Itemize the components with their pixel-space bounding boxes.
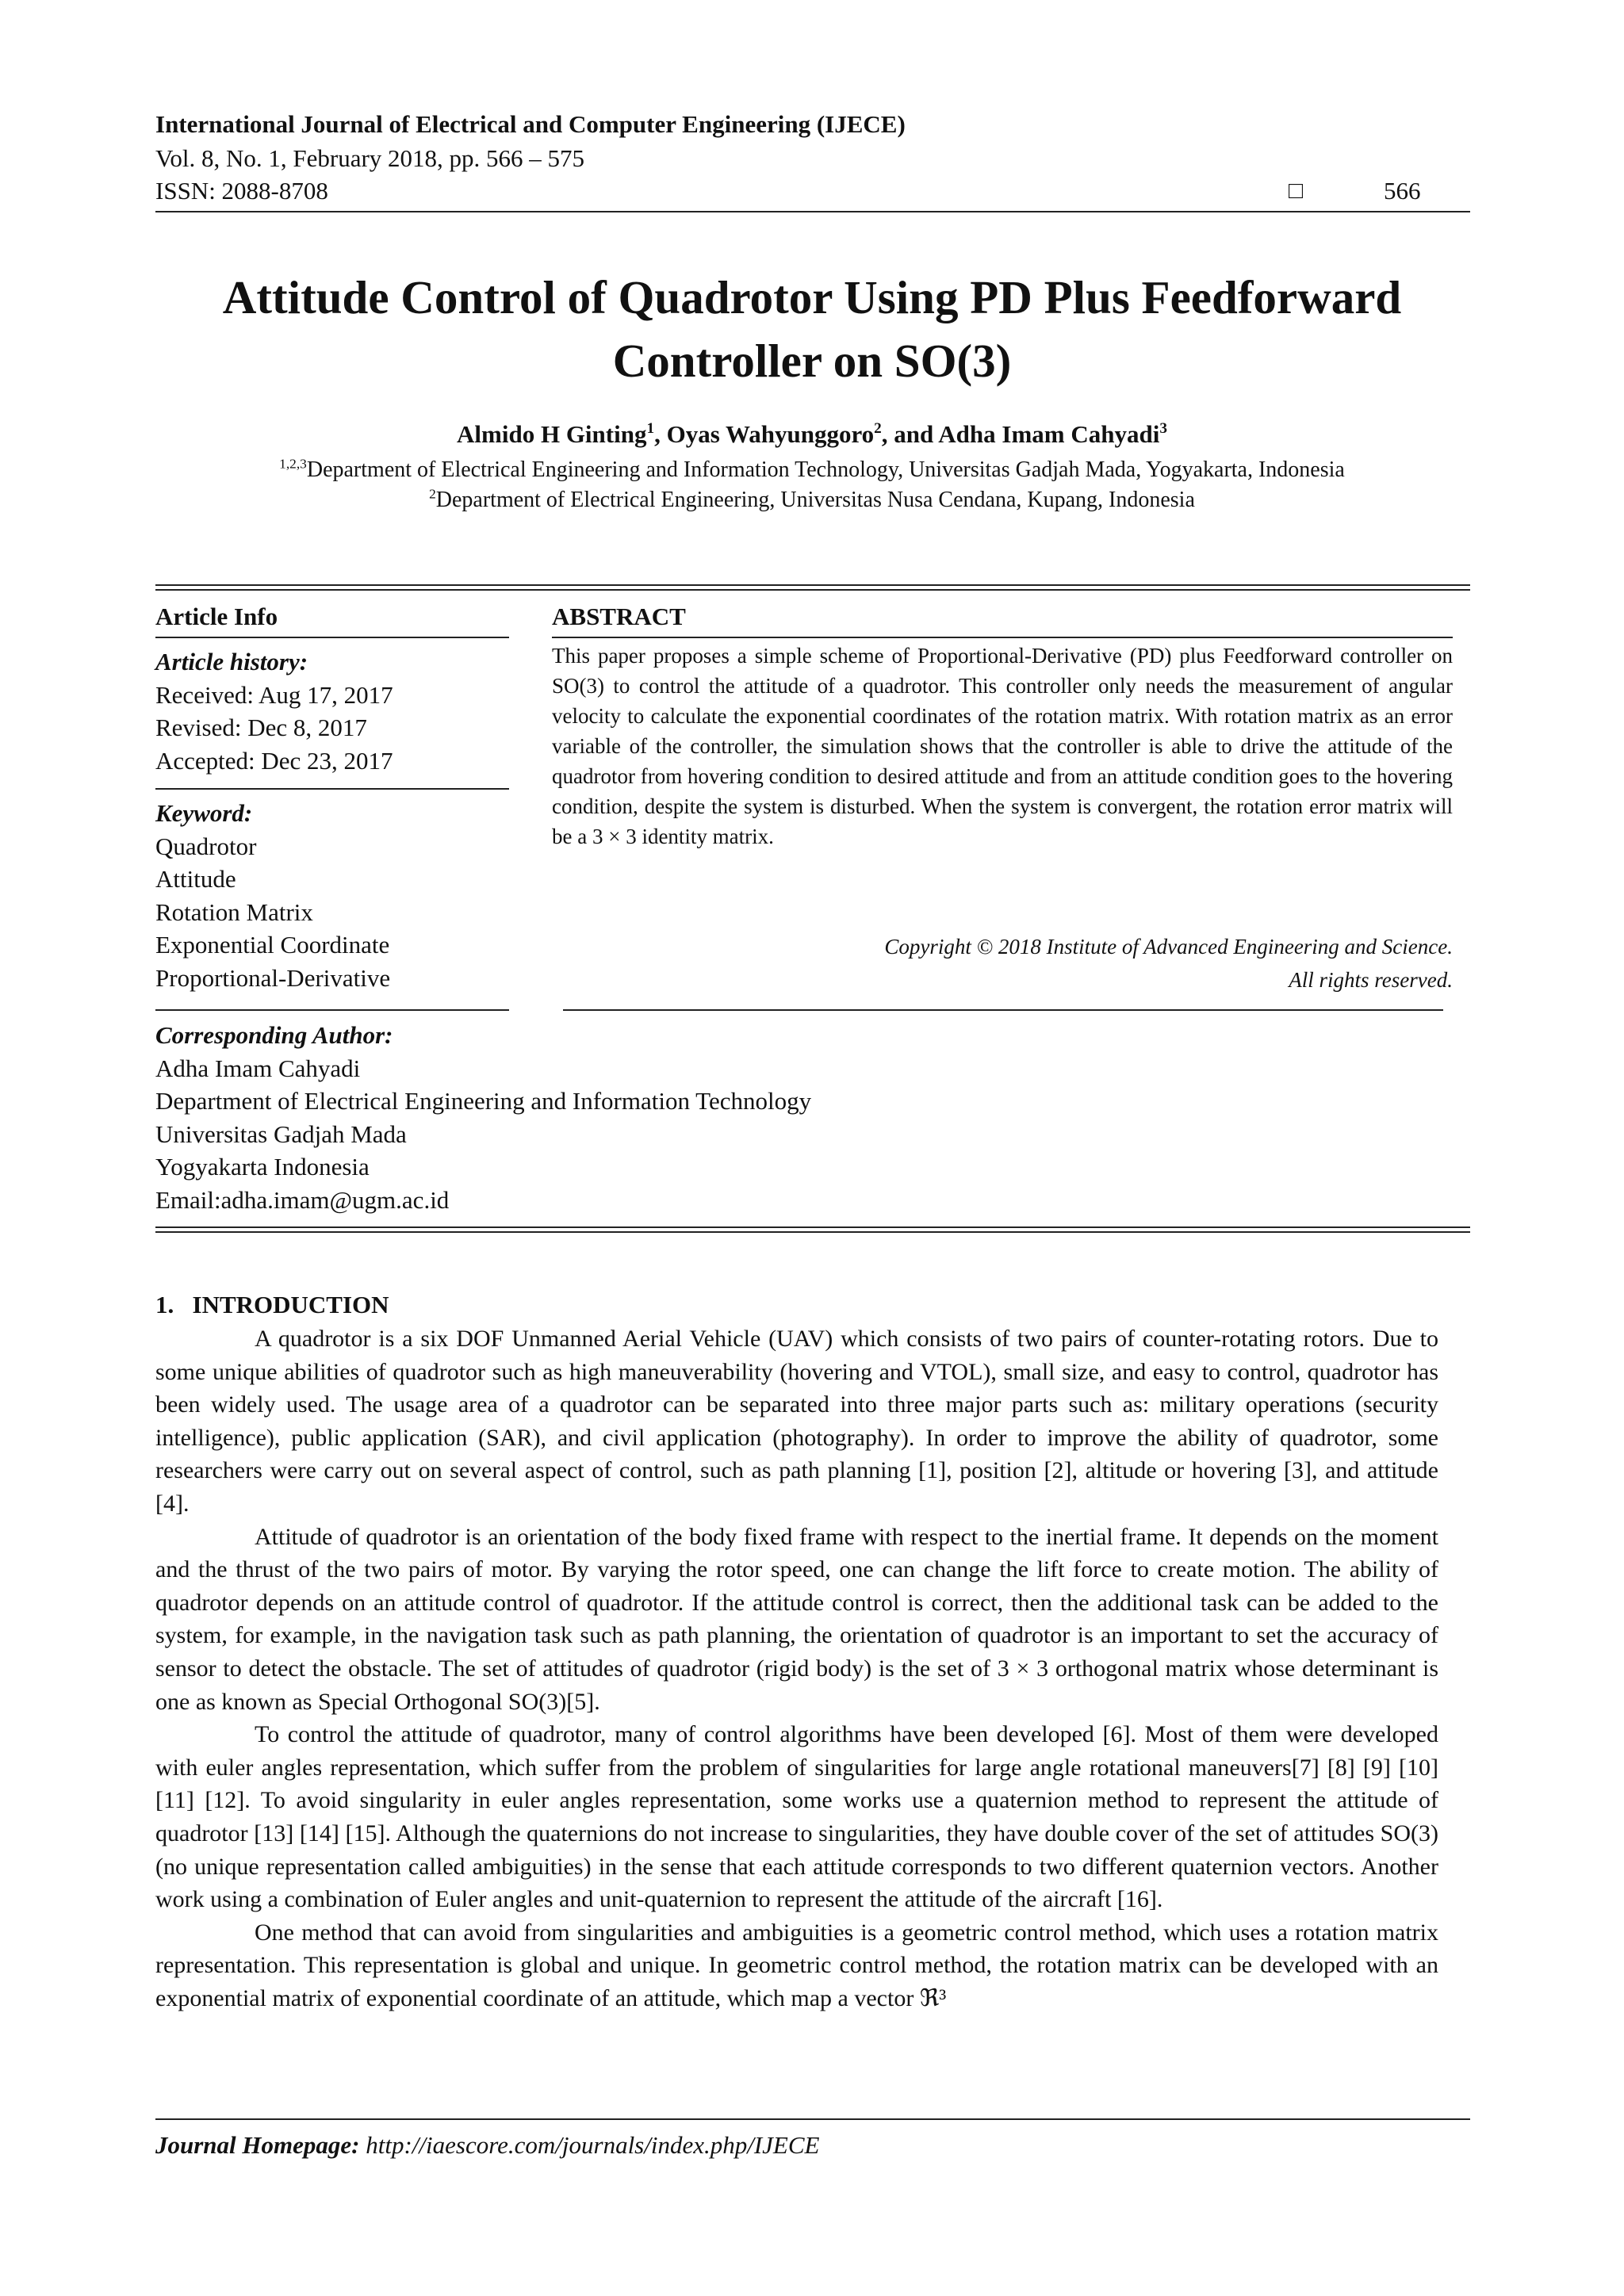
homepage-link[interactable]: http://iaescore.com/journals/index.php/IJECE	[366, 2131, 820, 2159]
history-received: Received: Aug 17, 2017	[155, 680, 393, 709]
keywords	[155, 797, 390, 994]
affiliation-2: $^2$Department of Electrical Engineering, Universitas Nusa Cendana, Kupang, Indonesia	[429, 486, 1195, 512]
author-sup: 2	[874, 420, 882, 438]
abstract-heading: ABSTRACT	[552, 603, 686, 630]
intro-paragraph-1: A quadrotor is a six DOF Unmanned Aerial Vehicle (UAV) which consists of two pairs of counter-rotating rotors. Due to some unique abilities of quadrotor such as high maneuverability (hovering and VTOL), small size, and easy to control, quadrotor has been widely used. The usage area of a quadrotor can be separated into three major parts such as: military operations (security intelligence), public application (SAR), and civil application (photography). In order to improve the ability of quadrotor, some researchers were carry out on several aspect of control, such as path planning [1], position [2], altitude or hovering [3], and attitude [4].	[155, 1326, 1438, 1517]
copyright-line-2: All rights reserved.	[1289, 968, 1453, 992]
corresponding-dept: Department of Electrical Engineering and Information Technology	[155, 1087, 812, 1115]
info-top-rule	[155, 584, 1470, 586]
abstract-rule	[552, 637, 1453, 638]
info-bottom-rule-2	[155, 1231, 1470, 1233]
article-info-heading: Article Info	[155, 603, 278, 630]
keyword-heading: Keyword:	[155, 799, 253, 827]
author-sup: 1	[646, 420, 655, 438]
keyword-item: Rotation Matrix	[155, 897, 313, 926]
paper-title	[119, 266, 1505, 392]
corresponding-univ: Universitas Gadjah Mada	[155, 1119, 407, 1148]
author-sup: 3	[1159, 420, 1167, 438]
info-bottom-rule	[155, 1226, 1470, 1228]
corresponding-location: Yogyakarta Indonesia	[155, 1153, 370, 1181]
keyword-item: Proportional-Derivative	[155, 963, 391, 992]
author-name: Oyas Wahyunggoro	[666, 420, 875, 448]
info-top-rule-2	[155, 589, 1470, 591]
history-heading: Article history:	[155, 648, 308, 675]
author-name: Almido H Ginting	[457, 420, 647, 448]
journal-name: International Journal of Electrical and Computer Engineering (IJECE)	[155, 110, 906, 138]
history-accepted: Accepted: Dec 23, 2017	[155, 746, 393, 775]
corresponding-name: Adha Imam Cahyadi	[155, 1054, 361, 1082]
article-history	[155, 645, 393, 777]
introduction-body	[155, 1322, 1438, 2015]
title-line-2: Controller on SO(3)	[612, 335, 1012, 387]
homepage-label: Journal Homepage:	[155, 2131, 360, 2159]
copyright	[552, 930, 1453, 997]
abstract-text: This paper proposes a simple scheme of Proportional-Derivative (PD) plus Feedforward controller on SO(3) to control the attitude of a quadrotor. This controller only needs the measurement of angular velocity to calculate the exponential coordinates of the rotation matrix. With rotation matrix as an error variable of the controller, the simulation shows that the controller is able to drive the attitude of the quadrotor from hovering condition to desired attitude and from an attitude condition goes to the hovering condition, despite the system is disturbed. When the system is convergent, the rotation error matrix will be a 3 × 3 identity matrix.	[552, 644, 1453, 848]
keyword-item: Quadrotor	[155, 832, 257, 860]
header-rule	[155, 211, 1470, 212]
keyword-item: Exponential Coordinate	[155, 931, 390, 959]
corresponding-email: Email:adha.imam@ugm.ac.id	[155, 1185, 450, 1214]
abstract-bottom-rule	[563, 1009, 1443, 1011]
corresponding-heading: Corresponding Author:	[155, 1021, 393, 1049]
history-revised: Revised: Dec 8, 2017	[155, 714, 367, 741]
issn: ISSN: 2088-8708	[155, 177, 328, 205]
affiliation-1: $^{1,2,3}$Department of Electrical Engineering and Information Technology, Universitas Gadjah Mada, Yogyakarta, Indonesia	[279, 456, 1345, 482]
volume-info: Vol. 8, No. 1, February 2018, pp. 566 – 575	[155, 144, 585, 172]
square-icon: □	[1289, 178, 1304, 204]
intro-paragraph-2: Attitude of quadrotor is an orientation of the body fixed frame with respect to the inertial frame. It depends on the moment and the thrust of the two pairs of motor. By varying the rotor speed, one can change the lift force to create motion. The ability of quadrotor depends on an attitude control of quadrotor. If the attitude control is correct, then the additional task can be added to the system, for example, in the navigation task such as path planning, the orientation of quadrotor is an important to set the accuracy of sensor to detect the obstacle. The set of attitudes of quadrotor (rigid body) is the set of 3 × 3 orthogonal matrix whose determinant is one as known as Special Orthogonal SO(3)[5].	[155, 1523, 1438, 1715]
article-info-rule	[155, 637, 509, 638]
footer-rule	[155, 2118, 1470, 2120]
author-name: Adha Imam Cahyadi	[938, 420, 1160, 448]
section-heading-introduction: 1. INTRODUCTION	[155, 1291, 389, 1318]
keyword-rule	[155, 1009, 509, 1011]
intro-paragraph-4: One method that can avoid from singularities and ambiguities is a geometric control method, which uses a rotation matrix representation. This representation is global and unique. In geometric control method, the rotation matrix can be developed with an exponential matrix of exponential coordinate of an attitude, which map a vector ℜ³	[155, 1919, 1438, 2011]
title-line-1: Attitude Control of Quadrotor Using PD Plus Feedforward	[222, 271, 1402, 323]
history-rule	[155, 788, 509, 790]
copyright-line-1: Copyright © 2018 Institute of Advanced Engineering and Science.	[884, 935, 1453, 959]
author-list: Almido H Ginting$^1$, Oyas Wahyunggoro$^2$, and Adha Imam Cahyadi$^3$	[457, 420, 1167, 448]
page-number: 566	[1384, 177, 1421, 205]
intro-paragraph-3: To control the attitude of quadrotor, many of control algorithms have been developed [6]. Most of them were developed with euler angles representation, which suffer from the problem of singularities for large angle rotational maneuvers[7] [8] [9] [10][11] [12]. To avoid singularity in euler angles representation, some works use a quaternion method to represent the attitude of quadrotor [13] [14] [15]. Although the quaternions do not increase to singularities, they have double cover of the set of attitudes SO(3) (no unique representation called ambiguities) in the sense that each attitude corresponds to two different quaternion vectors. Another work using a combination of Euler angles and unit-quaternion to represent the attitude of the aircraft [16].	[155, 1721, 1438, 1913]
keyword-item: Attitude	[155, 865, 236, 893]
journal-homepage	[155, 2131, 819, 2160]
corresponding-author	[155, 1019, 811, 1216]
